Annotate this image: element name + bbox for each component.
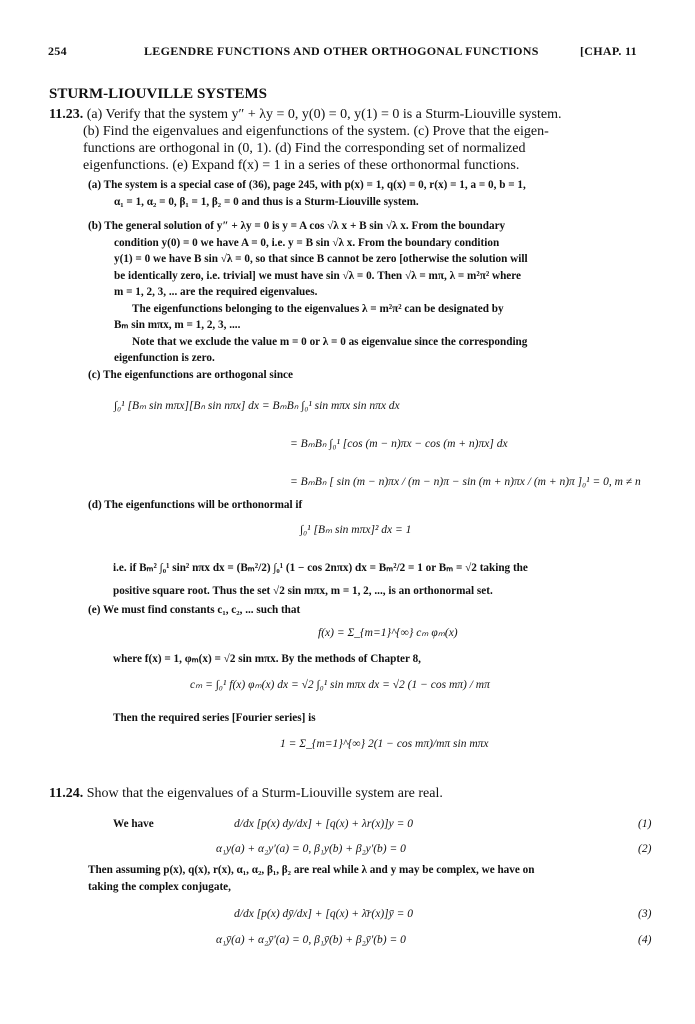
equation-line: d/dx [p(x) dy/dx] + [q(x) + λr(x)]y = 0 <box>234 818 413 830</box>
text-line: positive square root. Thus the set √2 sin mπx, m = 1, 2, ..., is an orthonormal set. <box>113 584 493 597</box>
then-text <box>88 862 534 895</box>
text-line: Then assuming p(x), q(x), r(x), α₁, α₂, β₁, β₂ are real while λ and y may be complex, we have on <box>88 864 535 876</box>
equation-number: (3) <box>638 908 652 920</box>
statement-line: eigenfunctions. (e) Expand f(x) = 1 in a series of these orthonormal functions. <box>83 158 520 173</box>
text-line: Then the required series [Fourier series] is <box>113 712 316 724</box>
text-line: The eigenfunctions belonging to the eigenvalues λ = m²π² can be designated by <box>132 302 504 315</box>
text-line: i.e. if Bₘ² ∫₀¹ sin² nπx dx = (Bₘ²/2) ∫₀¹ (1 − cos 2nπx) dx = Bₘ²/2 = 1 or Bₘ = √2 taking the <box>113 562 528 574</box>
statement-line: (a) Verify that the system y″ + λy = 0, y(0) = 0, y(1) = 0 is a Sturm-Liouville system. <box>86 107 562 122</box>
part-e-intro: (e) We must find constants c₁, c₂, ... such that <box>88 604 301 616</box>
text-line: Bₘ sin mπx, m = 1, 2, 3, .... <box>114 319 241 331</box>
text-line: condition y(0) = 0 we have A = 0, i.e. y = B sin √λ x. From the boundary condition <box>114 236 500 249</box>
equation-line: = BₘBₙ ∫₀¹ [cos (m − n)πx − cos (m + n)πx] dx <box>290 438 508 450</box>
text-line: α₁ = 1, α₂ = 0, β₁ = 1, β₂ = 0 and thus is a Sturm-Liouville system. <box>114 195 419 208</box>
text-line: (a) The system is a special case of (36), page 245, with p(x) = 1, q(x) = 0, r(x) = 1, a = 0, b = 1, <box>88 179 526 191</box>
text-line: m = 1, 2, 3, ... are the required eigenvalues. <box>114 286 318 298</box>
problem-11-23-statement <box>49 106 669 174</box>
text-line: y(1) = 0 we have B sin √λ = 0, so that since B cannot be zero [otherwise the solution will <box>114 253 528 265</box>
text-line: Note that we exclude the value m = 0 or λ = 0 as eigenvalue since the corresponding <box>132 335 528 348</box>
equation-line: ∫₀¹ [Bₘ sin mπx][Bₙ sin nπx] dx = BₘBₙ ∫₀¹ sin mπx sin nπx dx <box>114 400 400 412</box>
problem-number: 11.24. <box>49 786 84 801</box>
part-d-intro: (d) The eigenfunctions will be orthonormal if <box>88 499 303 511</box>
running-title: LEGENDRE FUNCTIONS AND OTHER ORTHOGONAL FUNCTIONS <box>144 44 539 58</box>
part-b <box>88 218 528 367</box>
page-number: 254 <box>48 44 67 58</box>
section-title: STURM-LIOUVILLE SYSTEMS <box>49 86 267 102</box>
equation-line: ∫₀¹ [Bₘ sin mπx]² dx = 1 <box>300 524 412 536</box>
equation-number: (4) <box>638 934 652 946</box>
equation-line: α₁ȳ(a) + α₂ȳ′(a) = 0, β₁ȳ(b) + β₂ȳ′(b) = 0 <box>216 934 406 946</box>
chapter-label: [CHAP. 11 <box>580 44 637 58</box>
equation-line: α₁y(a) + α₂y′(a) = 0, β₁y(b) + β₂y′(b) = 0 <box>216 843 406 855</box>
we-have-label: We have <box>113 818 154 830</box>
problem-11-24-statement <box>49 786 669 802</box>
text-line: be identically zero, i.e. trivial] we must have sin √λ = 0. Then √λ = mπ, λ = m²π² where <box>114 269 522 282</box>
part-c-intro: (c) The eigenfunctions are orthogonal since <box>88 369 293 381</box>
statement-line: functions are orthogonal in (0, 1). (d) Find the corresponding set of normalized <box>83 141 526 156</box>
equation-line: 1 = Σ_{m=1}^{∞} 2(1 − cos mπ)/mπ sin mπx <box>280 738 489 750</box>
equation-line: d/dx [p(x) dȳ/dx] + [q(x) + λ̄r(x)]ȳ = 0 <box>234 908 413 920</box>
part-d-text <box>113 560 528 599</box>
equation-number: (1) <box>638 818 652 830</box>
equation-number: (2) <box>638 843 652 855</box>
equation-line: f(x) = Σ_{m=1}^{∞} cₘ φₘ(x) <box>318 627 458 639</box>
equation-line: = BₘBₙ [ sin (m − n)πx / (m − n)π − sin (m + n)πx / (m + n)π ]₀¹ = 0, m ≠ n <box>290 476 641 488</box>
text-line: (b) The general solution of y″ + λy = 0 is y = A cos √λ x + B sin √λ x. From the boundary <box>88 220 506 232</box>
text-line: taking the complex conjugate, <box>88 880 231 893</box>
equation-line: cₘ = ∫₀¹ f(x) φₘ(x) dx = √2 ∫₀¹ sin mπx dx = √2 (1 − cos mπ) / mπ <box>190 679 490 691</box>
statement-line: Show that the eigenvalues of a Sturm-Liouville system are real. <box>86 786 443 801</box>
text-line: where f(x) = 1, φₘ(x) = √2 sin mπx. By the methods of Chapter 8, <box>113 653 421 665</box>
statement-line: (b) Find the eigenvalues and eigenfunctions of the system. (c) Prove that the eigen- <box>83 124 549 139</box>
problem-number: 11.23. <box>49 107 84 122</box>
text-line: eigenfunction is zero. <box>114 352 215 364</box>
part-a <box>88 177 526 210</box>
